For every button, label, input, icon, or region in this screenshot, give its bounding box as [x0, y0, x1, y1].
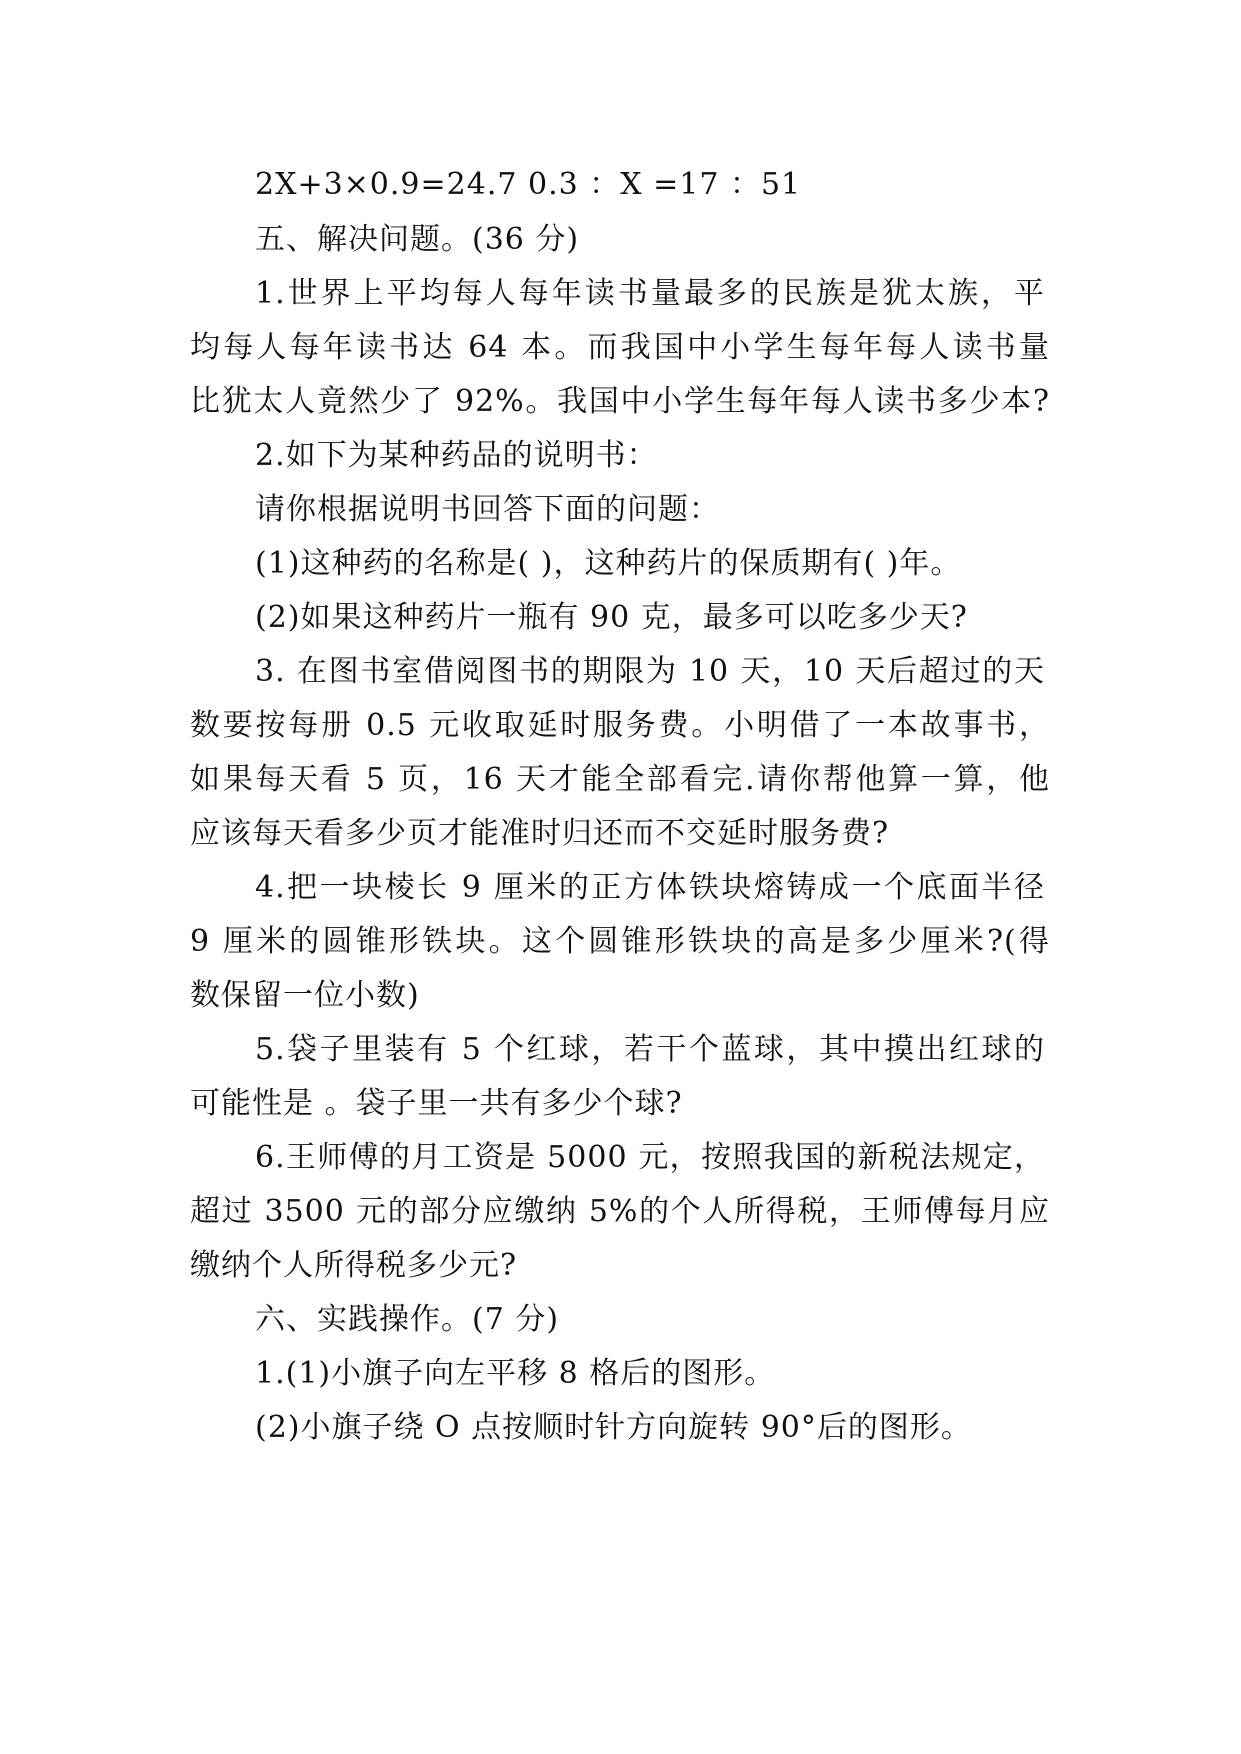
- question-6-line-3: 缴纳个人所得税多少元?: [190, 1248, 518, 1283]
- question-6-line-1: 6.王师傅的月工资是 5000 元，按照我国的新税法规定，: [255, 1140, 1045, 1175]
- section-heading-practice: 六、实践操作。(7 分): [255, 1302, 560, 1337]
- question-2-line-2: 请你根据说明书回答下面的问题：: [255, 492, 720, 527]
- question-3-line-3: 如果每天看 5 页，16 天才能全部看完.请你帮他算一算，他: [190, 762, 1050, 797]
- practice-item-1: 1.(1)小旗子向左平移 8 格后的图形。: [255, 1356, 776, 1391]
- question-1-line-1: 1.世界上平均每人每年读书量最多的民族是犹太族，平: [255, 276, 1045, 311]
- question-4-line-1: 4.把一块棱长 9 厘米的正方体铁块熔铸成一个底面半径: [255, 870, 1045, 905]
- question-5-line-1: 5.袋子里装有 5 个红球，若干个蓝球，其中摸出红球的: [255, 1032, 1045, 1067]
- question-1-line-3: 比犹太人竟然少了 92%。我国中小学生每年每人读书多少本?: [190, 384, 1050, 419]
- question-3-line-2: 数要按每册 0.5 元收取延时服务费。小明借了一本故事书，: [190, 708, 1050, 743]
- question-6-line-2: 超过 3500 元的部分应缴纳 5%的个人所得税，王师傅每月应: [190, 1194, 1050, 1229]
- question-3-line-1: 3. 在图书室借阅图书的期限为 10 天，10 天后超过的天: [255, 654, 1045, 689]
- equation-line: 2X+3×0.9=24.7 0.3 ：X =17 ：51: [255, 167, 802, 202]
- practice-item-2: (2)小旗子绕 O 点按顺时针方向旋转 90°后的图形。: [255, 1410, 972, 1445]
- question-4-line-2: 9 厘米的圆锥形铁块。这个圆锥形铁块的高是多少厘米?(得: [190, 924, 1050, 959]
- question-5-line-2: 可能性是 。袋子里一共有多少个球?: [190, 1086, 683, 1121]
- question-2-sub-1: (1)这种药的名称是( )，这种药片的保质期有( )年。: [255, 546, 962, 581]
- question-4-line-3: 数保留一位小数): [190, 978, 420, 1013]
- question-1-line-2: 均每人每年读书达 64 本。而我国中小学生每年每人读书量: [190, 330, 1050, 365]
- question-2-line-1: 2.如下为某种药品的说明书：: [255, 438, 658, 473]
- section-heading-solve-problems: 五、解决问题。(36 分): [255, 222, 580, 257]
- question-2-sub-2: (2)如果这种药片一瓶有 90 克，最多可以吃多少天?: [255, 600, 968, 635]
- question-3-line-4: 应该每天看多少页才能准时归还而不交延时服务费?: [190, 816, 890, 851]
